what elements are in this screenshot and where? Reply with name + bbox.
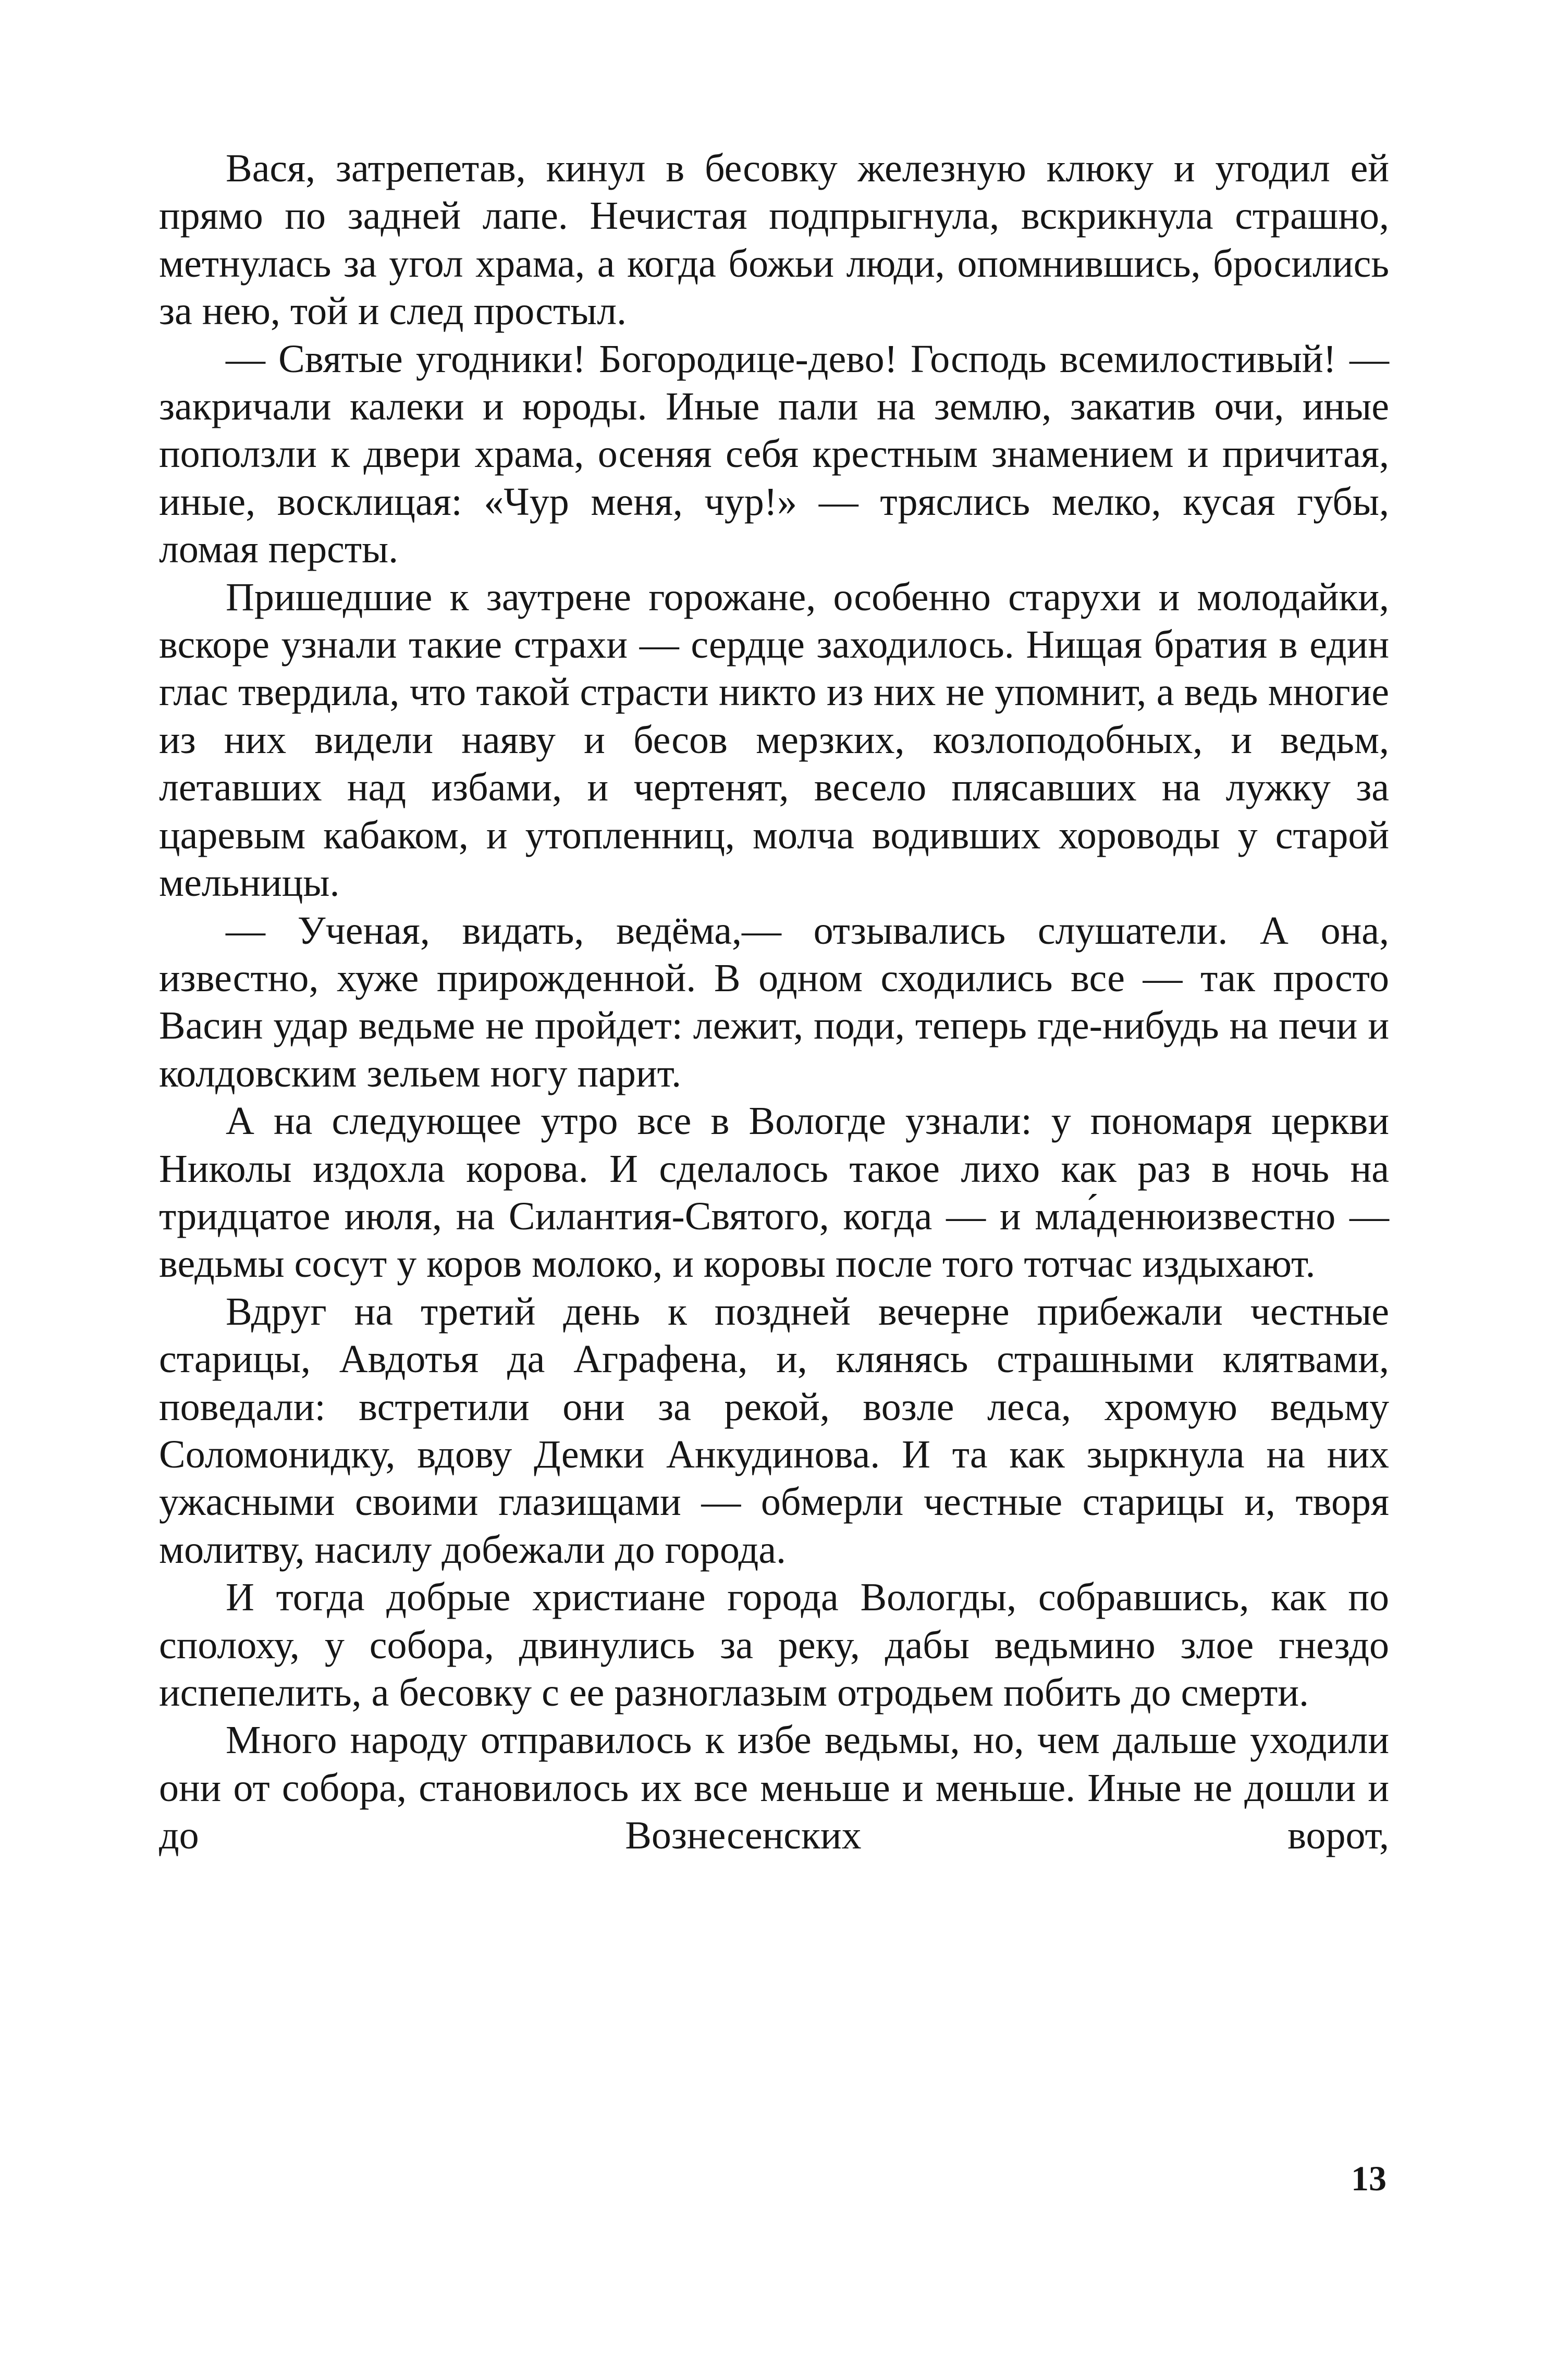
paragraph-1: Вася, затрепетав, кинул в бесовку железную клюку и угодил ей прямо по задней лапе. Нечистая подпрыгнула, вскрикнула страшно, метнулась за угол храма, а когда божьи люди, опомнившись, бросились за нею, той и след простыл. xyxy=(159,146,1389,334)
paragraph-6: Вдруг на третий день к поздней вечерне прибежали честные старицы, Авдотья да Аграфена, и, клянясь страшными клятвами, поведали: встретили они за рекой, возле леса, хромую ведьму Соломонидку, вдову Демки Анкудинова. И та как зыркнула на них ужасными своими глазищами — обмерли честные старицы и, творя молитву, насилу добежали до города. xyxy=(159,1289,1389,1572)
paragraph-2: — Святые угодники! Богородице-дево! Господь всемилостивый! — закричали калеки и юроды. Иные пали на землю, закатив очи, иные поползли к двери храма, осеняя себя крестным знамением и причитая, иные, восклицая: «Чур меня, чур!» — тряслись мелко, кусая губы, ломая персты. xyxy=(159,337,1389,572)
paragraph-5: А на следующее утро все в Вологде узнали: у пономаря церкви Николы издохла корова. И сделалось такое лихо как раз в ночь на тридцатое июля, на Силантия-Святого, когда — и мла́денюизвестно — ведьмы сосут у коров молоко, и коровы после того тотчас издыхают. xyxy=(159,1099,1389,1286)
paragraph-3: Пришедшие к заутрене горожане, особенно старухи и молодайки, вскоре узнали такие страхи — сердце заходилось. Нищая братия в един глас твердила, что такой страсти никто из них не упомнит, а ведь многие из них видели наяву и бесов мерзких, козлоподобных, и ведьм, летавших над избами, и чертенят, весело плясавших на лужку за царевым кабаком, и утопленниц, молча водивших хороводы у старой мельницы. xyxy=(159,575,1389,905)
body-text xyxy=(159,145,1389,1860)
page-number: 13 xyxy=(1351,2159,1387,2198)
paragraph-8: Много народу отправилось к избе ведьмы, но, чем дальше уходили они от собора, становилось их все меньше и меньше. Иные не дошли и до Вознесенских ворот, xyxy=(159,1718,1389,1858)
paragraph-7: И тогда добрые христиане города Вологды, собравшись, как по сполоху, у собора, двинулись за реку, дабы ведьмино злое гнездо испепелить, а бесовку с ее разноглазым отродьем побить до смерти. xyxy=(159,1575,1389,1715)
paragraph-4: — Ученая, видать, ведёма,— отзывались слушатели. А она, известно, хуже прирожденной. В одном сходились все — так просто Васин удар ведьме не пройдет: лежит, поди, теперь где-нибудь на печи и колдовским зельем ногу парит. xyxy=(159,908,1389,1095)
